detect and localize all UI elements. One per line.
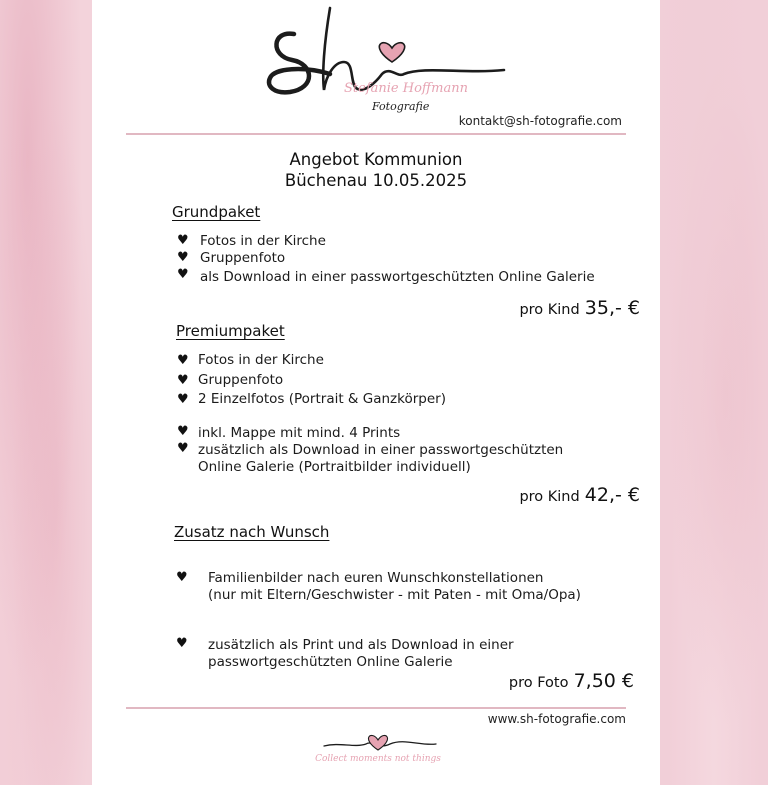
section-heading-zusatz: Zusatz nach Wunsch	[174, 523, 330, 541]
footer-divider	[126, 707, 626, 709]
heart-bullet-icon: ♥	[177, 250, 189, 265]
list-item: zusätzlich als Print und als Download in einer	[208, 637, 514, 653]
list-item: Gruppenfoto	[200, 250, 286, 266]
list-item: inkl. Mappe mit mind. 4 Prints	[198, 425, 401, 441]
heart-bullet-icon: ♥	[177, 267, 189, 282]
list-item: 2 Einzelfotos (Portrait & Ganzkörper)	[198, 391, 446, 407]
offer-title: Angebot Kommunion	[289, 150, 463, 169]
section-heading-premiumpaket: Premiumpaket	[176, 322, 285, 340]
logo-subtitle: Fotografie	[372, 100, 430, 113]
heart-bullet-icon: ♥	[177, 373, 189, 388]
right-watercolor-border	[660, 0, 768, 785]
list-item: Fotos in der Kirche	[200, 233, 326, 249]
logo-name: Stefanie Hoffmann	[344, 81, 468, 96]
brand-logo	[264, 4, 514, 116]
offer-date-location: Büchenau 10.05.2025	[284, 171, 468, 190]
footer-tagline: Collect moments not things	[315, 754, 441, 764]
price-premiumpaket	[519, 484, 640, 506]
price-amount: 42,- €	[584, 484, 640, 506]
left-watercolor-border	[0, 0, 92, 785]
heart-bullet-icon: ♥	[177, 392, 189, 407]
list-item: zusätzlich als Download in einer passwortgeschützten	[198, 442, 564, 458]
price-label: pro Kind	[519, 302, 580, 318]
price-label: pro Kind	[519, 489, 580, 505]
price-label: pro Foto	[508, 675, 569, 691]
price-amount: 35,- €	[584, 297, 640, 319]
list-item-continuation: (nur mit Eltern/Geschwister - mit Paten - mit Oma/Opa)	[208, 587, 581, 603]
list-item: als Download in einer passwortgeschützten Online Galerie	[200, 269, 595, 285]
price-grundpaket	[519, 297, 640, 319]
document-page	[92, 0, 660, 785]
heart-bullet-icon: ♥	[176, 636, 188, 651]
heart-bullet-icon: ♥	[177, 424, 189, 439]
website-link[interactable]: www.sh-fotografie.com	[487, 712, 626, 726]
list-item: Fotos in der Kirche	[198, 352, 324, 368]
list-item: Gruppenfoto	[198, 372, 284, 388]
heart-bullet-icon: ♥	[177, 441, 189, 456]
list-item: Familienbilder nach euren Wunschkonstellationen	[208, 570, 544, 586]
heart-bullet-icon: ♥	[176, 570, 188, 585]
list-item-continuation: passwortgeschützten Online Galerie	[208, 654, 453, 670]
header-divider	[126, 133, 626, 135]
section-heading-grundpaket: Grundpaket	[172, 203, 261, 221]
heart-bullet-icon: ♥	[177, 353, 189, 368]
heart-bullet-icon: ♥	[177, 233, 189, 248]
price-amount: 7,50 €	[573, 670, 634, 692]
price-zusatz	[509, 670, 634, 692]
contact-email[interactable]: kontakt@sh-fotografie.com	[458, 114, 622, 128]
list-item-continuation: Online Galerie (Portraitbilder individuell)	[198, 459, 471, 475]
